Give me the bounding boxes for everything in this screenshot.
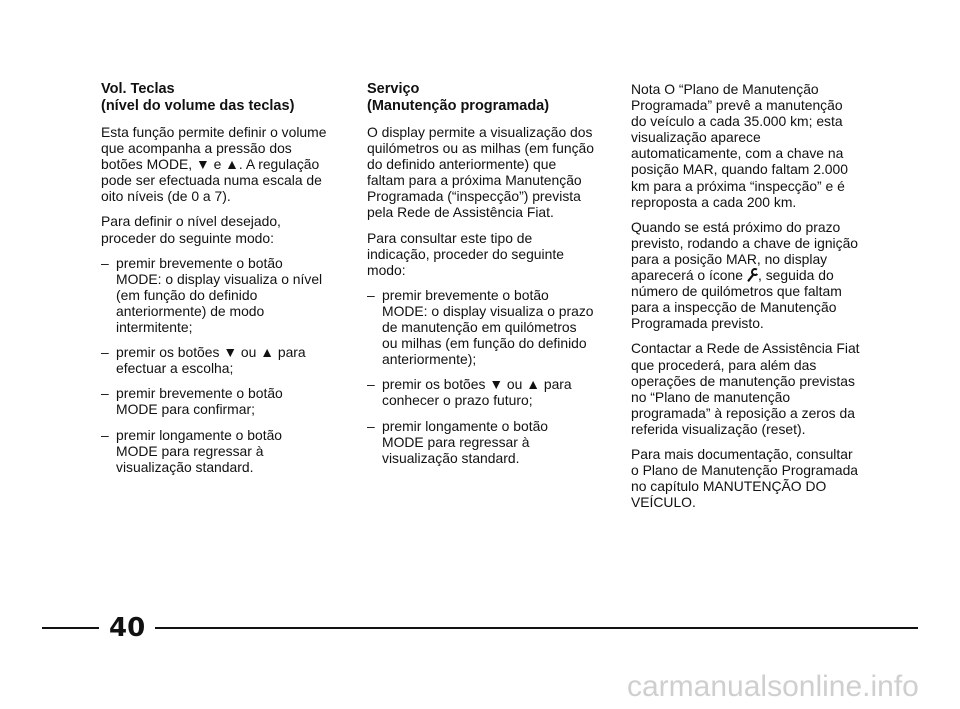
list-item-line: premir longamente o botão: [116, 426, 283, 443]
paragraph: [631, 446, 876, 510]
heading-subtitle: (nível do volume das teclas): [101, 97, 295, 114]
heading-title: Serviço: [367, 81, 420, 97]
paragraph: [631, 219, 876, 332]
paragraph-line: Programada (“inspecção”) prevista: [367, 188, 581, 205]
list-dash: –: [101, 344, 109, 361]
list-item-line: MODE para confirmar;: [116, 401, 255, 418]
paragraph-line: Esta função permite definir o volume: [101, 124, 327, 140]
paragraph-line: para a inspecção de Manutenção: [631, 299, 837, 316]
list-item-line: premir longamente o botão: [382, 417, 549, 434]
paragraph-line: faltam para a próxima Manutenção: [367, 172, 582, 189]
list-dash: –: [101, 385, 109, 402]
list-dash: –: [367, 376, 375, 393]
list-item-line: premir os botões ▼ ou ▲ para: [382, 376, 572, 393]
list-item-line: (em função do definido: [116, 286, 258, 303]
paragraph-line: proceder do seguinte modo:: [101, 229, 274, 246]
paragraph-line: automaticamente, com a chave na: [631, 145, 844, 162]
paragraph: [367, 230, 612, 278]
paragraph-line: no “Plano de manutenção: [631, 388, 791, 405]
line-text-after-icon: , seguida do: [757, 267, 834, 284]
list-item-line: premir os botões ▼ ou ▲ para: [116, 344, 306, 361]
heading-title: Vol. Teclas: [101, 81, 175, 97]
list-item: [367, 418, 612, 466]
list-item-line: anteriormente);: [382, 351, 477, 368]
list-item: [101, 255, 346, 335]
column-3: [631, 81, 876, 519]
paragraph-line: operações de manutenção previstas: [631, 372, 855, 389]
paragraph-line: Para consultar este tipo de: [367, 229, 533, 246]
paragraph-line: km para a próxima “inspecção” e é: [631, 177, 845, 194]
section-heading: [367, 81, 612, 114]
paragraph-line: que acompanha a pressão dos: [101, 140, 292, 157]
list-item-line: premir brevemente o botão: [382, 286, 549, 303]
list-dash: –: [101, 426, 109, 443]
paragraph-line: oito níveis (de 0 a 7).: [101, 188, 231, 205]
list-dash: –: [101, 254, 109, 271]
line-text-before-icon: aparecerá o ícone: [631, 267, 743, 284]
list-item-line: MODE: o display visualiza o prazo: [382, 302, 594, 319]
list-item-line: MODE para regressar à: [116, 442, 264, 459]
list-item-line: MODE para regressar à: [382, 433, 530, 450]
list-item: [101, 385, 346, 417]
paragraph-line: Programada previsto.: [631, 315, 764, 332]
paragraph-line: indicação, proceder do seguinte: [367, 245, 564, 262]
paragraph-line: programada” à reposição a zeros da: [631, 404, 855, 421]
list-item-line: anteriormente) de modo: [116, 302, 265, 319]
paragraph-line: modo:: [367, 261, 406, 278]
column-1: [101, 81, 346, 484]
list-item: [101, 344, 346, 376]
list-item-line: visualização standard.: [116, 458, 254, 475]
section-heading: [101, 81, 346, 114]
paragraph-line: no capítulo MANUTENÇÃO DO: [631, 478, 827, 495]
page-number: 40: [109, 613, 146, 643]
paragraph-line: VEÍCULO.: [631, 494, 696, 511]
list-item-line: de manutenção em quilómetros: [382, 319, 577, 336]
list-item: [367, 376, 612, 408]
paragraph: [367, 124, 612, 221]
paragraph-line: botões MODE, ▼ e ▲. A regulação: [101, 156, 320, 173]
paragraph-line: pode ser efectuada numa escala de: [101, 172, 322, 189]
paragraph-line: Para mais documentação, consultar: [631, 445, 853, 462]
paragraph-line: o Plano de Manutenção Programada: [631, 462, 859, 479]
paragraph-line: Quando se está próximo do prazo: [631, 218, 841, 235]
wrench-icon: [747, 268, 758, 282]
paragraph: [101, 124, 346, 204]
paragraph-line: referida visualização (reset).: [631, 420, 806, 437]
paragraph-line: pela Rede de Assistência Fiat.: [367, 204, 554, 221]
list-item-line: visualização standard.: [382, 449, 520, 466]
paragraph: [631, 81, 876, 210]
column-2: [367, 81, 612, 475]
list-item-line: MODE: o display visualiza o nível: [116, 270, 323, 287]
list-item-line: premir brevemente o botão: [116, 385, 283, 402]
list-item-line: intermitente;: [116, 319, 193, 336]
list-dash: –: [367, 286, 375, 303]
paragraph-line: do veículo a cada 35.000 km; esta: [631, 113, 843, 130]
watermark: carmanualsonline.info: [627, 670, 919, 703]
paragraph-line: Nota O “Plano de Manutenção: [631, 81, 819, 97]
paragraph-line: que procederá, para além das: [631, 356, 817, 373]
list-item-line: conhecer o prazo futuro;: [382, 392, 533, 409]
list-item: [101, 427, 346, 475]
paragraph-line: posição MAR, quando faltam 2.000: [631, 161, 848, 178]
paragraph: [101, 213, 346, 245]
paragraph-line: O display permite a visualização dos: [367, 124, 593, 140]
footer-rule-right: [155, 627, 918, 629]
heading-subtitle: (Manutenção programada): [367, 97, 550, 114]
paragraph-line: Para definir o nível desejado,: [101, 213, 281, 230]
paragraph-line: para a posição MAR, no display: [631, 250, 828, 267]
paragraph: [631, 340, 876, 437]
list-dash: –: [367, 417, 375, 434]
list-item-line: ou milhas (em função do definido: [382, 335, 587, 352]
paragraph-line: quilómetros ou as milhas (em função: [367, 140, 594, 157]
list-item: [367, 287, 612, 367]
paragraph-line: reproposta a cada 200 km.: [631, 193, 797, 210]
footer-rule-left: [42, 627, 99, 629]
paragraph-line-with-icon: [631, 267, 876, 283]
paragraph-line: Contactar a Rede de Assistência Fiat: [631, 340, 860, 357]
paragraph-line: previsto, rodando a chave de ignição: [631, 234, 859, 251]
paragraph-line: do definido anteriormente) que: [367, 156, 557, 173]
paragraph-line: número de quilómetros que faltam: [631, 283, 842, 300]
list-item-line: efectuar a escolha;: [116, 360, 234, 377]
list-item-line: premir brevemente o botão: [116, 254, 283, 271]
paragraph-line: Programada” prevê a manutenção: [631, 97, 843, 114]
paragraph-line: visualização aparece: [631, 129, 761, 146]
